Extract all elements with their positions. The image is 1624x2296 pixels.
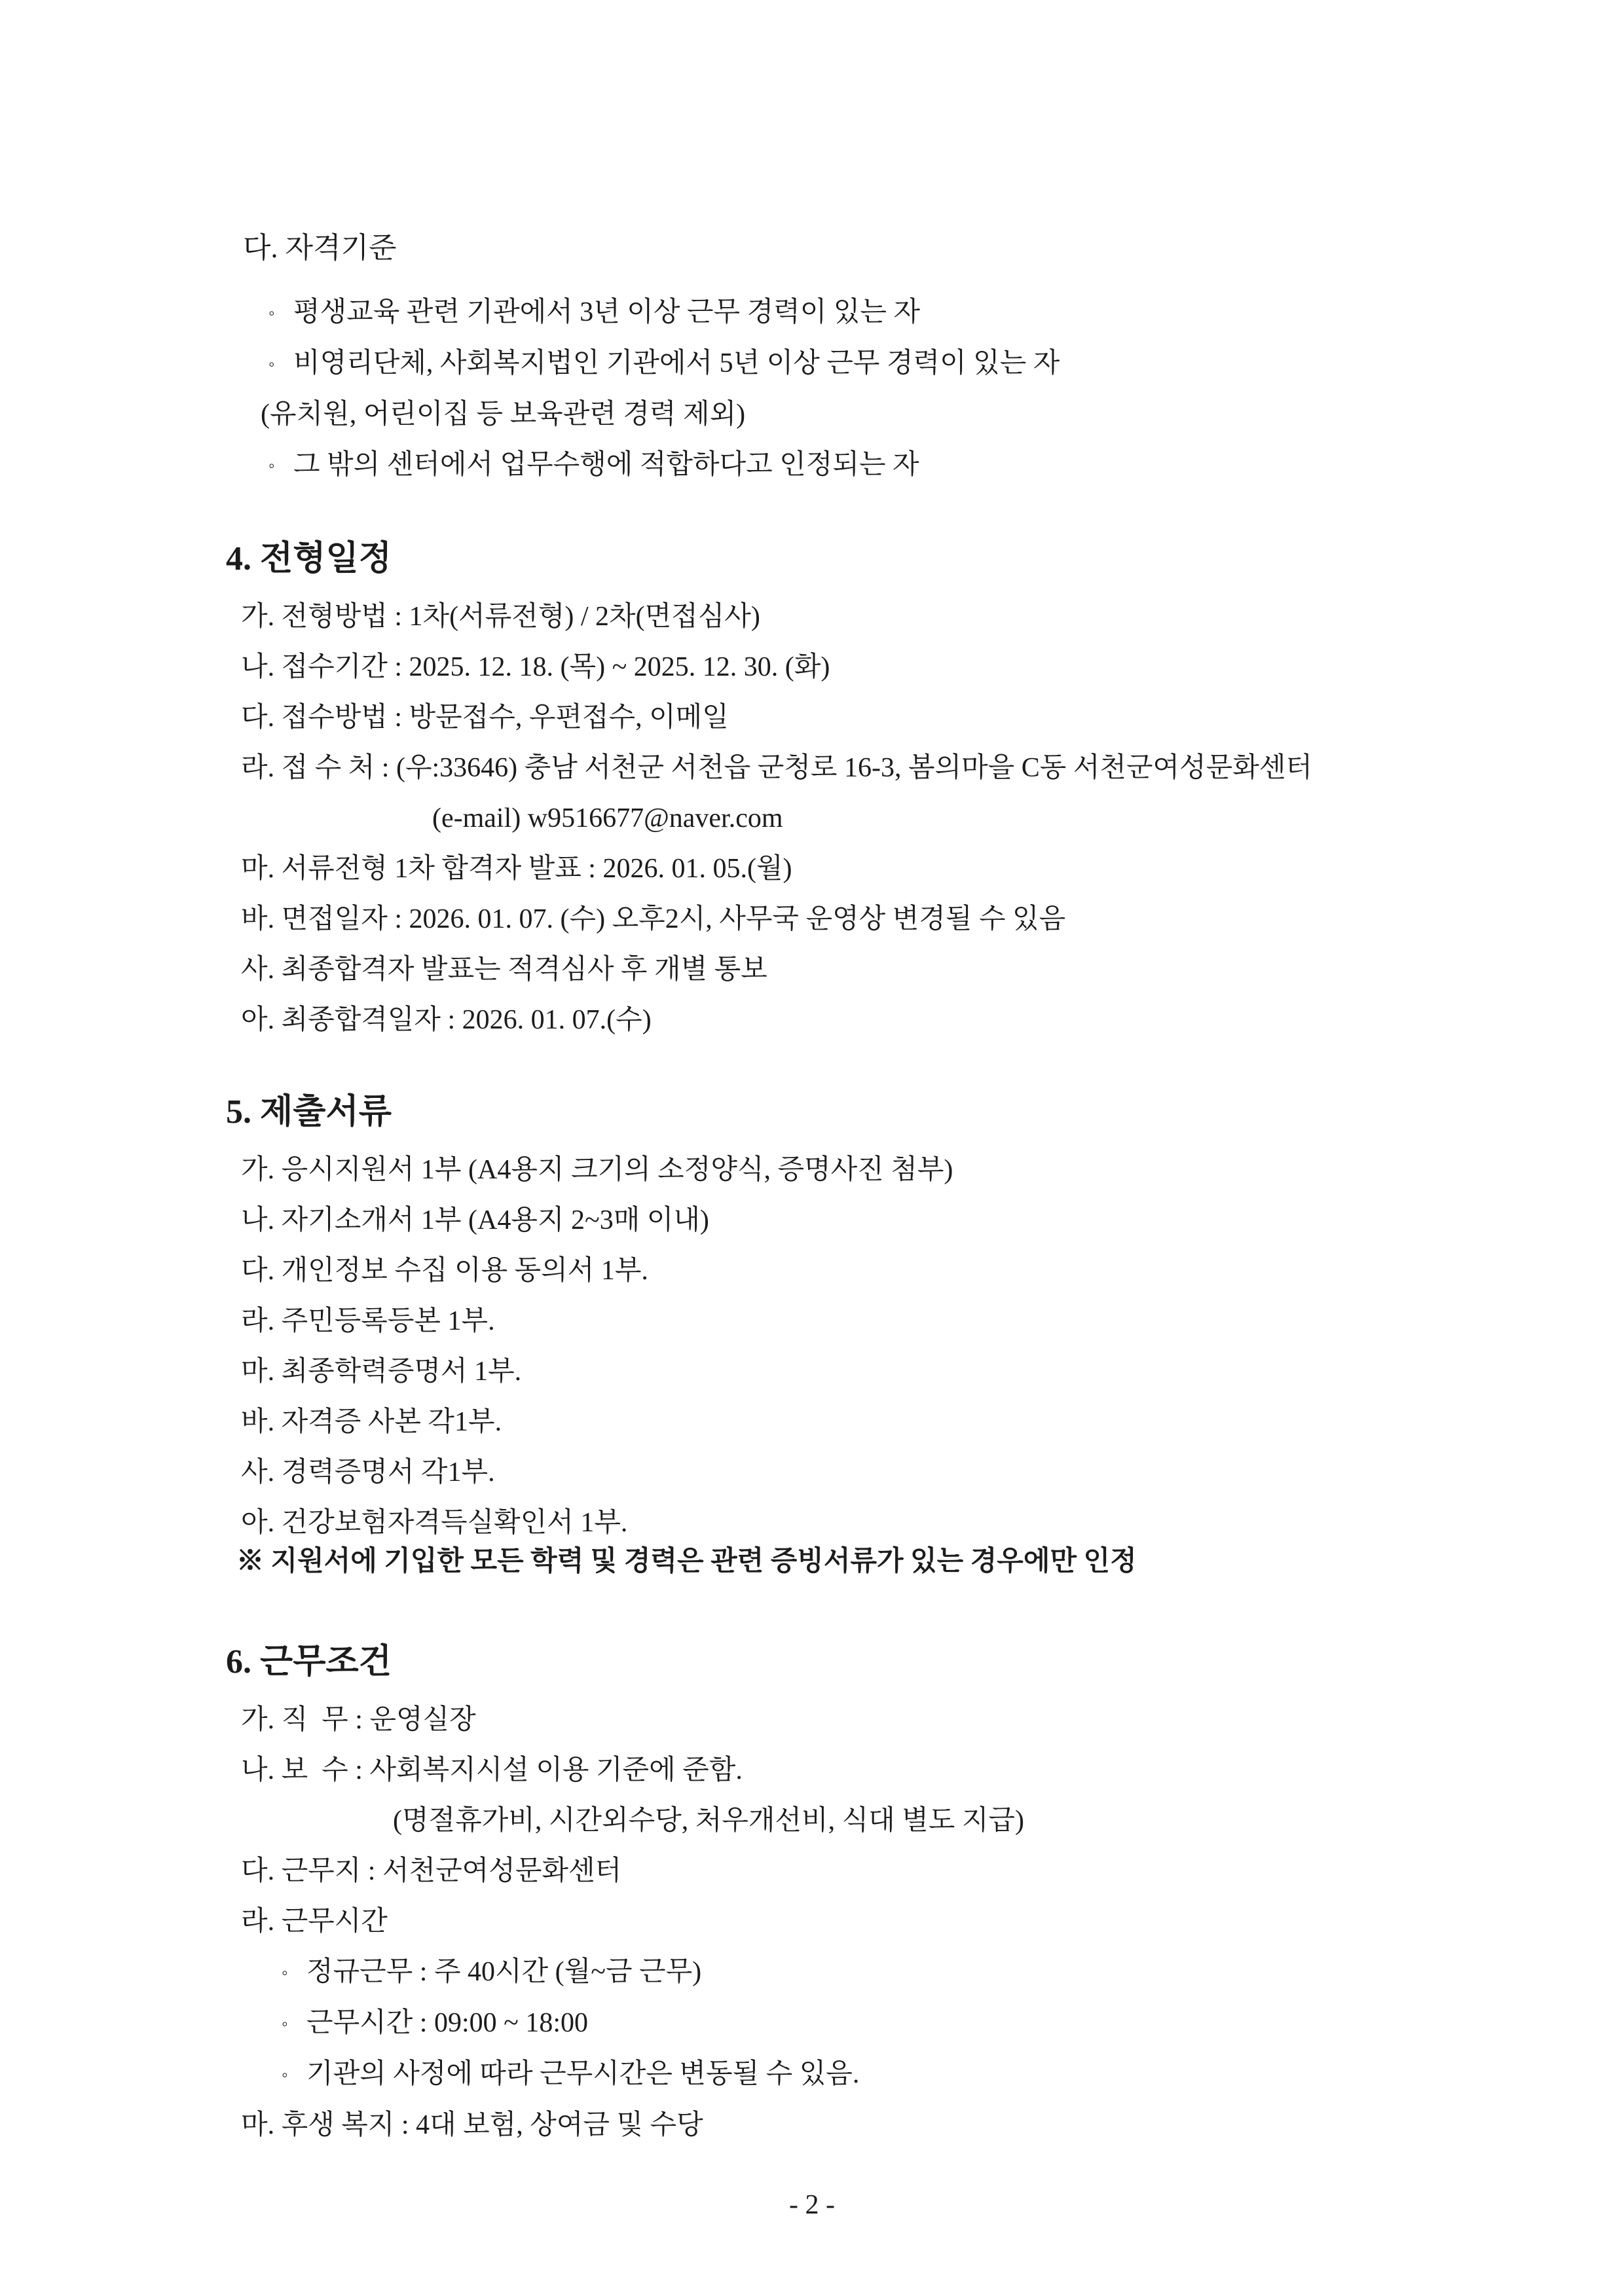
email-line: (e-mail) w9516677@naver.com [432,803,783,833]
circle-bullet-icon: ◦ [282,2065,288,2085]
list-item-text: 근무시간 : 09:00 ~ 18:00 [306,2008,589,2038]
list-item: 다. 개인정보 수집 이용 동의서 1부. [241,1256,648,1286]
qualification-bullet-list [0,287,1624,491]
circle-bullet-icon: ◦ [268,456,275,475]
section-heading: 5. 제출서류 [226,1093,392,1131]
list-item: 바. 자격증 사본 각1부. [241,1407,502,1437]
list-item: 가. 응시지원서 1부 (A4용지 크기의 소정양식, 증명사진 첨부) [241,1155,953,1185]
conditions-item-list [0,1695,1624,2151]
list-item [0,338,1624,390]
list-item [0,2049,1624,2100]
list-item-text: 기관의 사정에 따라 근무시간은 변동될 수 있음. [306,2059,860,2089]
list-item: 가. 직 무 : 운영실장 [241,1705,476,1735]
list-item-continuation: (명절휴가비, 시간외수당, 처우개선비, 식대 별도 지급) [393,1806,1024,1836]
list-item: 사. 경력증명서 각1부. [241,1457,495,1487]
circle-bullet-icon: ◦ [282,1963,288,1982]
list-item [0,1947,1624,1998]
list-item: 마. 후생 복지 : 4대 보험, 상여금 및 수당 [241,2110,703,2140]
circle-bullet-icon: ◦ [268,354,275,374]
circle-bullet-icon: ◦ [282,2014,288,2033]
list-item: 라. 주민등록등본 1부. [241,1306,495,1336]
list-item-text: 정규근무 : 주 40시간 (월~금 근무) [306,1957,702,1987]
page-number: - 2 - [789,2190,835,2220]
list-item [0,440,1624,491]
list-item: 마. 최종학력증명서 1부. [241,1357,522,1387]
list-item: 라. 근무시간 [241,1906,388,1937]
circle-bullet-icon: ◦ [268,303,275,323]
section-qualification [0,223,1624,491]
list-item: 바. 면접일자 : 2026. 01. 07. (수) 오후2시, 사무국 운영상 변경될 수 있음 [241,904,1066,934]
list-item-text: 그 밖의 센터에서 업무수행에 적합하다고 인정되는 자 [293,450,919,480]
section-documents [0,1085,1624,1587]
list-item: 나. 접수기간 : 2025. 12. 18. (목) ~ 2025. 12. 30. (화) [241,652,830,682]
list-item: 다. 접수방법 : 방문접수, 우편접수, 이메일 [241,702,729,733]
list-item [0,287,1624,338]
section-heading: 6. 근무조건 [226,1643,392,1681]
list-item: 가. 전형방법 : 1차(서류전형) / 2차(면접심사) [241,602,760,632]
list-item: 다. 근무지 : 서천군여성문화센터 [241,1856,622,1886]
list-item: 아. 최종합격일자 : 2026. 01. 07.(수) [241,1005,652,1035]
document-content [0,223,1624,2151]
list-item [0,1998,1624,2049]
documents-note: ※ 지원서에 기입한 모든 학력 및 경력은 관련 증빙서류가 있는 경우에만 인정 [236,1546,1137,1576]
list-item-text: 비영리단체, 사회복지법인 기관에서 5년 이상 근무 경력이 있는 자 [293,348,1060,378]
list-item: 사. 최종합격자 발표는 적격심사 후 개별 통보 [241,955,767,985]
schedule-item-list [0,592,1624,1046]
list-item: 나. 자기소개서 1부 (A4용지 2~3매 이내) [241,1205,709,1235]
qualification-heading: 다. 자격기준 [243,232,397,264]
list-item: 아. 건강보험자격득실확인서 1부. [241,1508,628,1538]
section-conditions [0,1635,1624,2151]
list-item: 나. 보 수 : 사회복지시설 이용 기준에 준함. [241,1755,743,1785]
list-item: 마. 서류전형 1차 합격자 발표 : 2026. 01. 05.(월) [241,854,792,884]
list-item-text: 평생교육 관련 기관에서 3년 이상 근무 경력이 있는 자 [293,297,921,327]
list-item-continuation: (유치원, 어린이집 등 보육관련 경력 제외) [261,399,746,429]
list-item: 라. 접 수 처 : (우:33646) 충남 서천군 서천읍 군청로 16-3, 봄의마을 C동 서천군여성문화센터 [241,753,1312,783]
section-schedule [0,532,1624,1046]
documents-item-list [0,1145,1624,1587]
section-heading: 4. 전형일정 [226,540,392,577]
